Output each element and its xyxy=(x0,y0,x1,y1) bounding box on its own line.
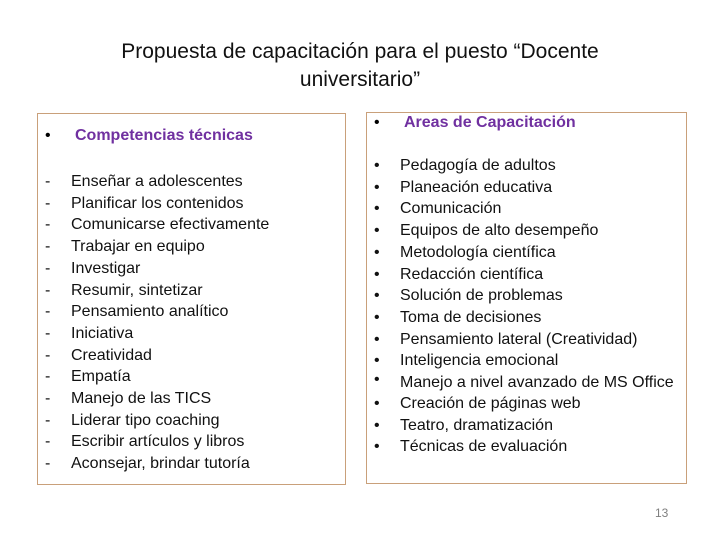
dash-marker: - xyxy=(45,194,51,212)
bullet-marker: • xyxy=(374,438,380,456)
bullet-marker: • xyxy=(374,395,380,413)
list-item xyxy=(374,177,686,199)
list-item xyxy=(45,258,343,280)
list-item-label: Inteligencia emocional xyxy=(400,352,559,370)
list-item-label: Pedagogía de adultos xyxy=(400,157,556,174)
list-item xyxy=(45,366,343,388)
bullet-marker: • xyxy=(374,222,380,240)
list-item xyxy=(374,393,686,415)
list-item-label: Redacción científica xyxy=(400,265,544,283)
dash-marker: - xyxy=(45,281,51,299)
dash-marker: - xyxy=(45,324,51,342)
bullet-marker: • xyxy=(374,287,380,305)
dash-marker: - xyxy=(45,238,51,256)
list-item xyxy=(374,155,686,177)
list-item xyxy=(45,388,343,410)
list-item-label: Liderar tipo coaching xyxy=(71,411,220,429)
list-item-label: Teatro, dramatización xyxy=(400,416,553,434)
dash-marker: - xyxy=(45,368,51,386)
page-number: 13 xyxy=(655,506,669,520)
list-item-label: Pensamiento lateral (Creatividad) xyxy=(400,330,638,348)
list-item-label: Planeación educativa xyxy=(400,178,553,196)
list-item-label: Trabajar en equipo xyxy=(71,238,205,256)
list-item xyxy=(45,171,343,193)
list-item-label: Creatividad xyxy=(71,346,152,364)
bullet-marker: • xyxy=(374,416,380,434)
dash-marker: - xyxy=(45,346,51,364)
list-item-label: Planificar los contenidos xyxy=(71,194,244,212)
training-areas-list xyxy=(374,155,686,458)
heading-bullet: • xyxy=(45,127,51,144)
list-item xyxy=(45,301,343,323)
list-item xyxy=(374,372,686,393)
dash-marker: - xyxy=(45,455,51,473)
bullet-marker: • xyxy=(374,157,380,174)
list-item-label: Metodología científica xyxy=(400,243,556,261)
slide-title-line-1: Propuesta de capacitación para el puesto “Docente xyxy=(121,40,599,63)
technical-competencies-heading xyxy=(45,127,253,145)
list-item-label: Toma de decisiones xyxy=(400,308,542,326)
list-item xyxy=(374,307,686,329)
competencies-list xyxy=(45,171,343,475)
bullet-marker: • xyxy=(374,200,380,218)
list-item-label: Manejo de las TICS xyxy=(71,390,212,408)
list-item xyxy=(45,410,343,432)
heading-label: Areas de Capacitación xyxy=(404,114,576,131)
list-item xyxy=(45,453,343,475)
dash-marker: - xyxy=(45,411,51,429)
list-item-label: Aconsejar, brindar tutoría xyxy=(71,455,250,473)
list-item xyxy=(374,198,686,220)
dash-marker: - xyxy=(45,390,51,408)
heading-bullet: • xyxy=(374,114,380,131)
list-item-label: Investigar xyxy=(71,259,141,277)
bullet-marker: • xyxy=(374,265,380,283)
list-item xyxy=(374,329,686,351)
list-item-label: Resumir, sintetizar xyxy=(71,281,203,299)
list-item-label: Pensamiento analítico xyxy=(71,303,229,321)
list-item xyxy=(374,350,686,372)
slide-title-line-2: universitario” xyxy=(299,68,421,91)
slide-title xyxy=(90,38,630,94)
list-item-label: Comunicarse efectivamente xyxy=(71,216,270,234)
dash-marker: - xyxy=(45,216,51,234)
bullet-marker: • xyxy=(374,308,380,326)
list-item-label: Iniciativa xyxy=(71,324,134,342)
list-item-label: Creación de páginas web xyxy=(400,395,581,413)
list-item-label: Empatía xyxy=(71,368,131,386)
technical-competencies-panel xyxy=(37,113,346,485)
bullet-marker: • xyxy=(374,371,380,389)
bullet-marker: • xyxy=(374,178,380,196)
list-item xyxy=(45,214,343,236)
dash-marker: - xyxy=(45,433,51,451)
list-item-label: Escribir artículos y libros xyxy=(71,433,245,451)
list-item-label: Equipos de alto desempeño xyxy=(400,222,599,240)
list-item-label: Técnicas de evaluación xyxy=(400,438,568,456)
list-item xyxy=(374,285,686,307)
list-item xyxy=(45,345,343,367)
list-item xyxy=(45,323,343,345)
training-areas-heading xyxy=(374,114,576,132)
dash-marker: - xyxy=(45,303,51,321)
list-item xyxy=(45,193,343,215)
list-item xyxy=(374,220,686,242)
list-item-label: Solución de problemas xyxy=(400,287,563,305)
training-areas-panel xyxy=(366,112,687,484)
list-item xyxy=(45,431,343,453)
bullet-marker: • xyxy=(374,330,380,348)
list-item-label: Manejo a nivel avanzado de MS Office xyxy=(400,374,674,392)
list-item xyxy=(45,236,343,258)
list-item-label: Comunicación xyxy=(400,200,502,218)
dash-marker: - xyxy=(45,259,51,277)
dash-marker: - xyxy=(45,173,51,190)
list-item-label: Enseñar a adolescentes xyxy=(71,173,243,190)
bullet-marker: • xyxy=(374,352,380,370)
list-item xyxy=(374,242,686,264)
bullet-marker: • xyxy=(374,243,380,261)
list-item xyxy=(374,436,686,458)
heading-label: Competencias técnicas xyxy=(75,127,253,144)
list-item xyxy=(45,280,343,302)
list-item xyxy=(374,264,686,286)
list-item xyxy=(374,415,686,437)
